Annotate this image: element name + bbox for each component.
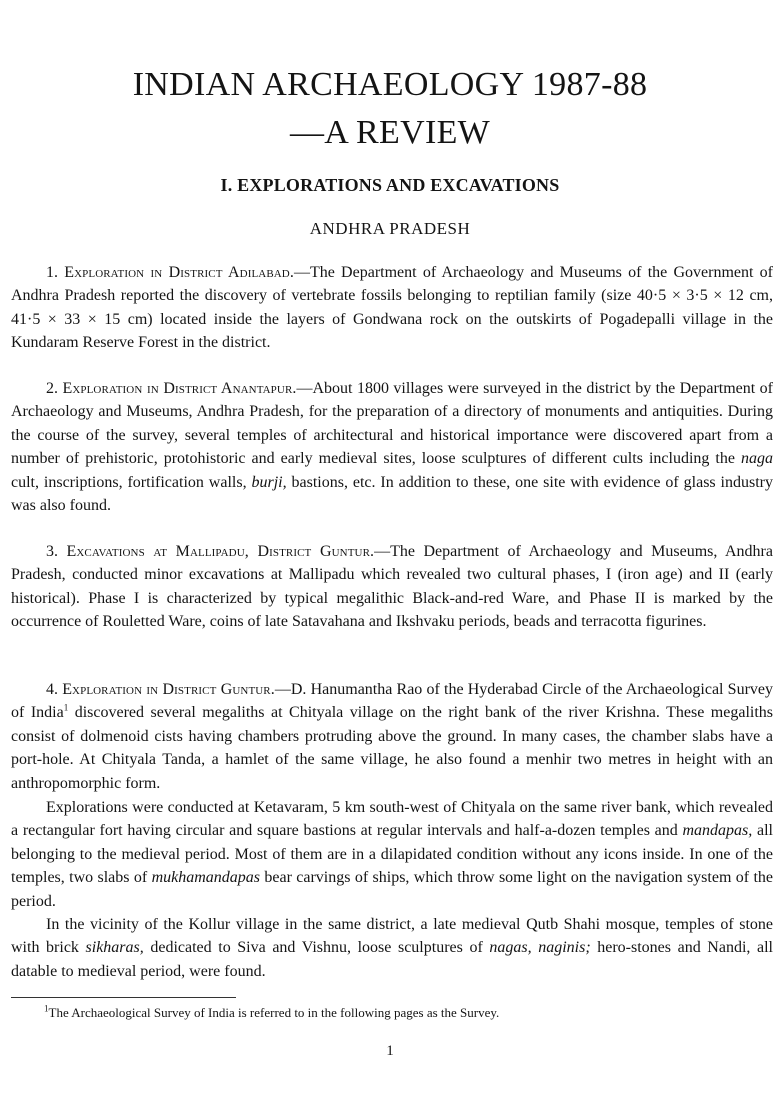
footnote [44, 1005, 764, 1021]
paragraph-4 [11, 678, 773, 795]
paragraph-text: hero-stones and Nandi, all datable to medieval period, were found. [11, 939, 773, 980]
paragraph-text: —The Department of Archaeology and Museums of the Government of Andhra Pradesh reported the discovery of vertebrate fossils belonging to reptilian family (size 40·5 × 3·5 × 12 cm, 41·5 × 33 × 15 cm) located inside the layers of Gondwana rock on the outskirts of Pogadepalli village in the Kundaram Reserve Forest in the district. [11, 264, 774, 352]
paragraph-text: discovered several megaliths at Chityala village on the right bank of the river Krishna. These megaliths consist of dolmenoid cists having chambers protruding above the ground. In many cases, the chamber slabs have a port-hole. At Chityala Tanda, a hamlet of the same village, he also found a menhir two metres in height with an anthropomorphic form. [11, 704, 774, 792]
emphasis-term: mandapas, [682, 822, 753, 840]
footnote-divider [11, 997, 236, 998]
paragraph-text: dedicated to Siva and Vishnu, loose sculptures of [143, 939, 490, 957]
paragraph-number: 2. [46, 380, 63, 397]
page-number: 1 [386, 1043, 394, 1059]
paragraph-number: 3. [46, 543, 67, 560]
section-heading: I. EXPLORATIONS AND EXCAVATIONS [220, 175, 560, 195]
footnote-reference: 1 [63, 703, 69, 714]
paragraph-heading: Excavations at Mallipadu, District Guntur. [66, 543, 375, 560]
paragraph-text: —The Department of Archaeology and Museums, Andhra Pradesh, conducted minor excavations at Mallipadu which revealed two cultural phases, I (iron age) and II (early historical). Phase I is characterized by typical megalithic Black-and-red Ware, and Phase II is marked by the occurrence of Rouletted Ware, coins of late Satavahana and Ikshvaku periods, beads and terracotta figurines. [11, 543, 773, 631]
paragraph-1 [11, 261, 773, 355]
paragraph-2 [11, 377, 773, 517]
paragraph-text: bastions, etc. In addition to these, one site with evidence of glass industry was also found. [11, 473, 773, 515]
paragraph-heading: Exploration in District Adilabad. [64, 264, 294, 281]
paragraph-text: cult, inscriptions, fortification walls, [11, 473, 252, 491]
paragraph-5 [11, 796, 773, 913]
paragraph-text: —About 1800 villages were surveyed in the district by the Department of Archaeology and Museums, Andhra Pradesh, for the preparation of a directory of monuments and antiquities. During the course of the survey, several temples of architectural and historical importance were discovered apart from a number of prehistoric, protohistoric and early medieval sites, loose sculptures of different cults including the [11, 380, 773, 468]
paragraph-text: Explorations were conducted at Ketavaram, 5 km south-west of Chityala on the same river bank, which revealed a rectangular fort having circular and square bastions at regular intervals and half-a-dozen temples and [11, 799, 773, 840]
footnote-text: The Archaeological Survey of India is referred to in the following pages as the Survey. [48, 1005, 500, 1020]
page-title-line-1: INDIAN ARCHAEOLOGY 1987-88 [132, 66, 648, 103]
emphasis-term: burji, [251, 473, 287, 491]
emphasis-term: nagas, naginis; [489, 939, 591, 957]
emphasis-term: mukhamandapas [151, 869, 260, 887]
emphasis-term: naga [741, 450, 773, 468]
paragraph-number: 1. [46, 264, 65, 281]
paragraph-heading: Exploration in District Guntur. [62, 681, 275, 698]
paragraph-3 [11, 540, 773, 634]
paragraph-number: 4. [46, 681, 63, 698]
footnote-marker: 1 [44, 1003, 49, 1014]
region-heading: ANDHRA PRADESH [309, 219, 471, 238]
paragraph-text: all belonging to the medieval period. Most of them are in a dilapidated condition without any icons inside. In one of the temples, two slabs of [11, 822, 773, 887]
paragraph-heading: Exploration in District Anantapur. [62, 380, 297, 397]
page-title-line-2: —A REVIEW [289, 114, 491, 151]
emphasis-term: sikharas, [85, 939, 144, 957]
paragraph-text: bear carvings of ships, which throw some light on the navigation system of the period. [11, 869, 774, 910]
paragraph-6 [11, 913, 773, 983]
paragraph-text: —D. Hanumantha Rao of the Hyderabad Circle of the Archaeological Survey of India [11, 681, 773, 722]
paragraph-text: In the vicinity of the Kollur village in the same district, a late medieval Qutb Shahi mosque, temples of stone with brick [11, 916, 773, 957]
